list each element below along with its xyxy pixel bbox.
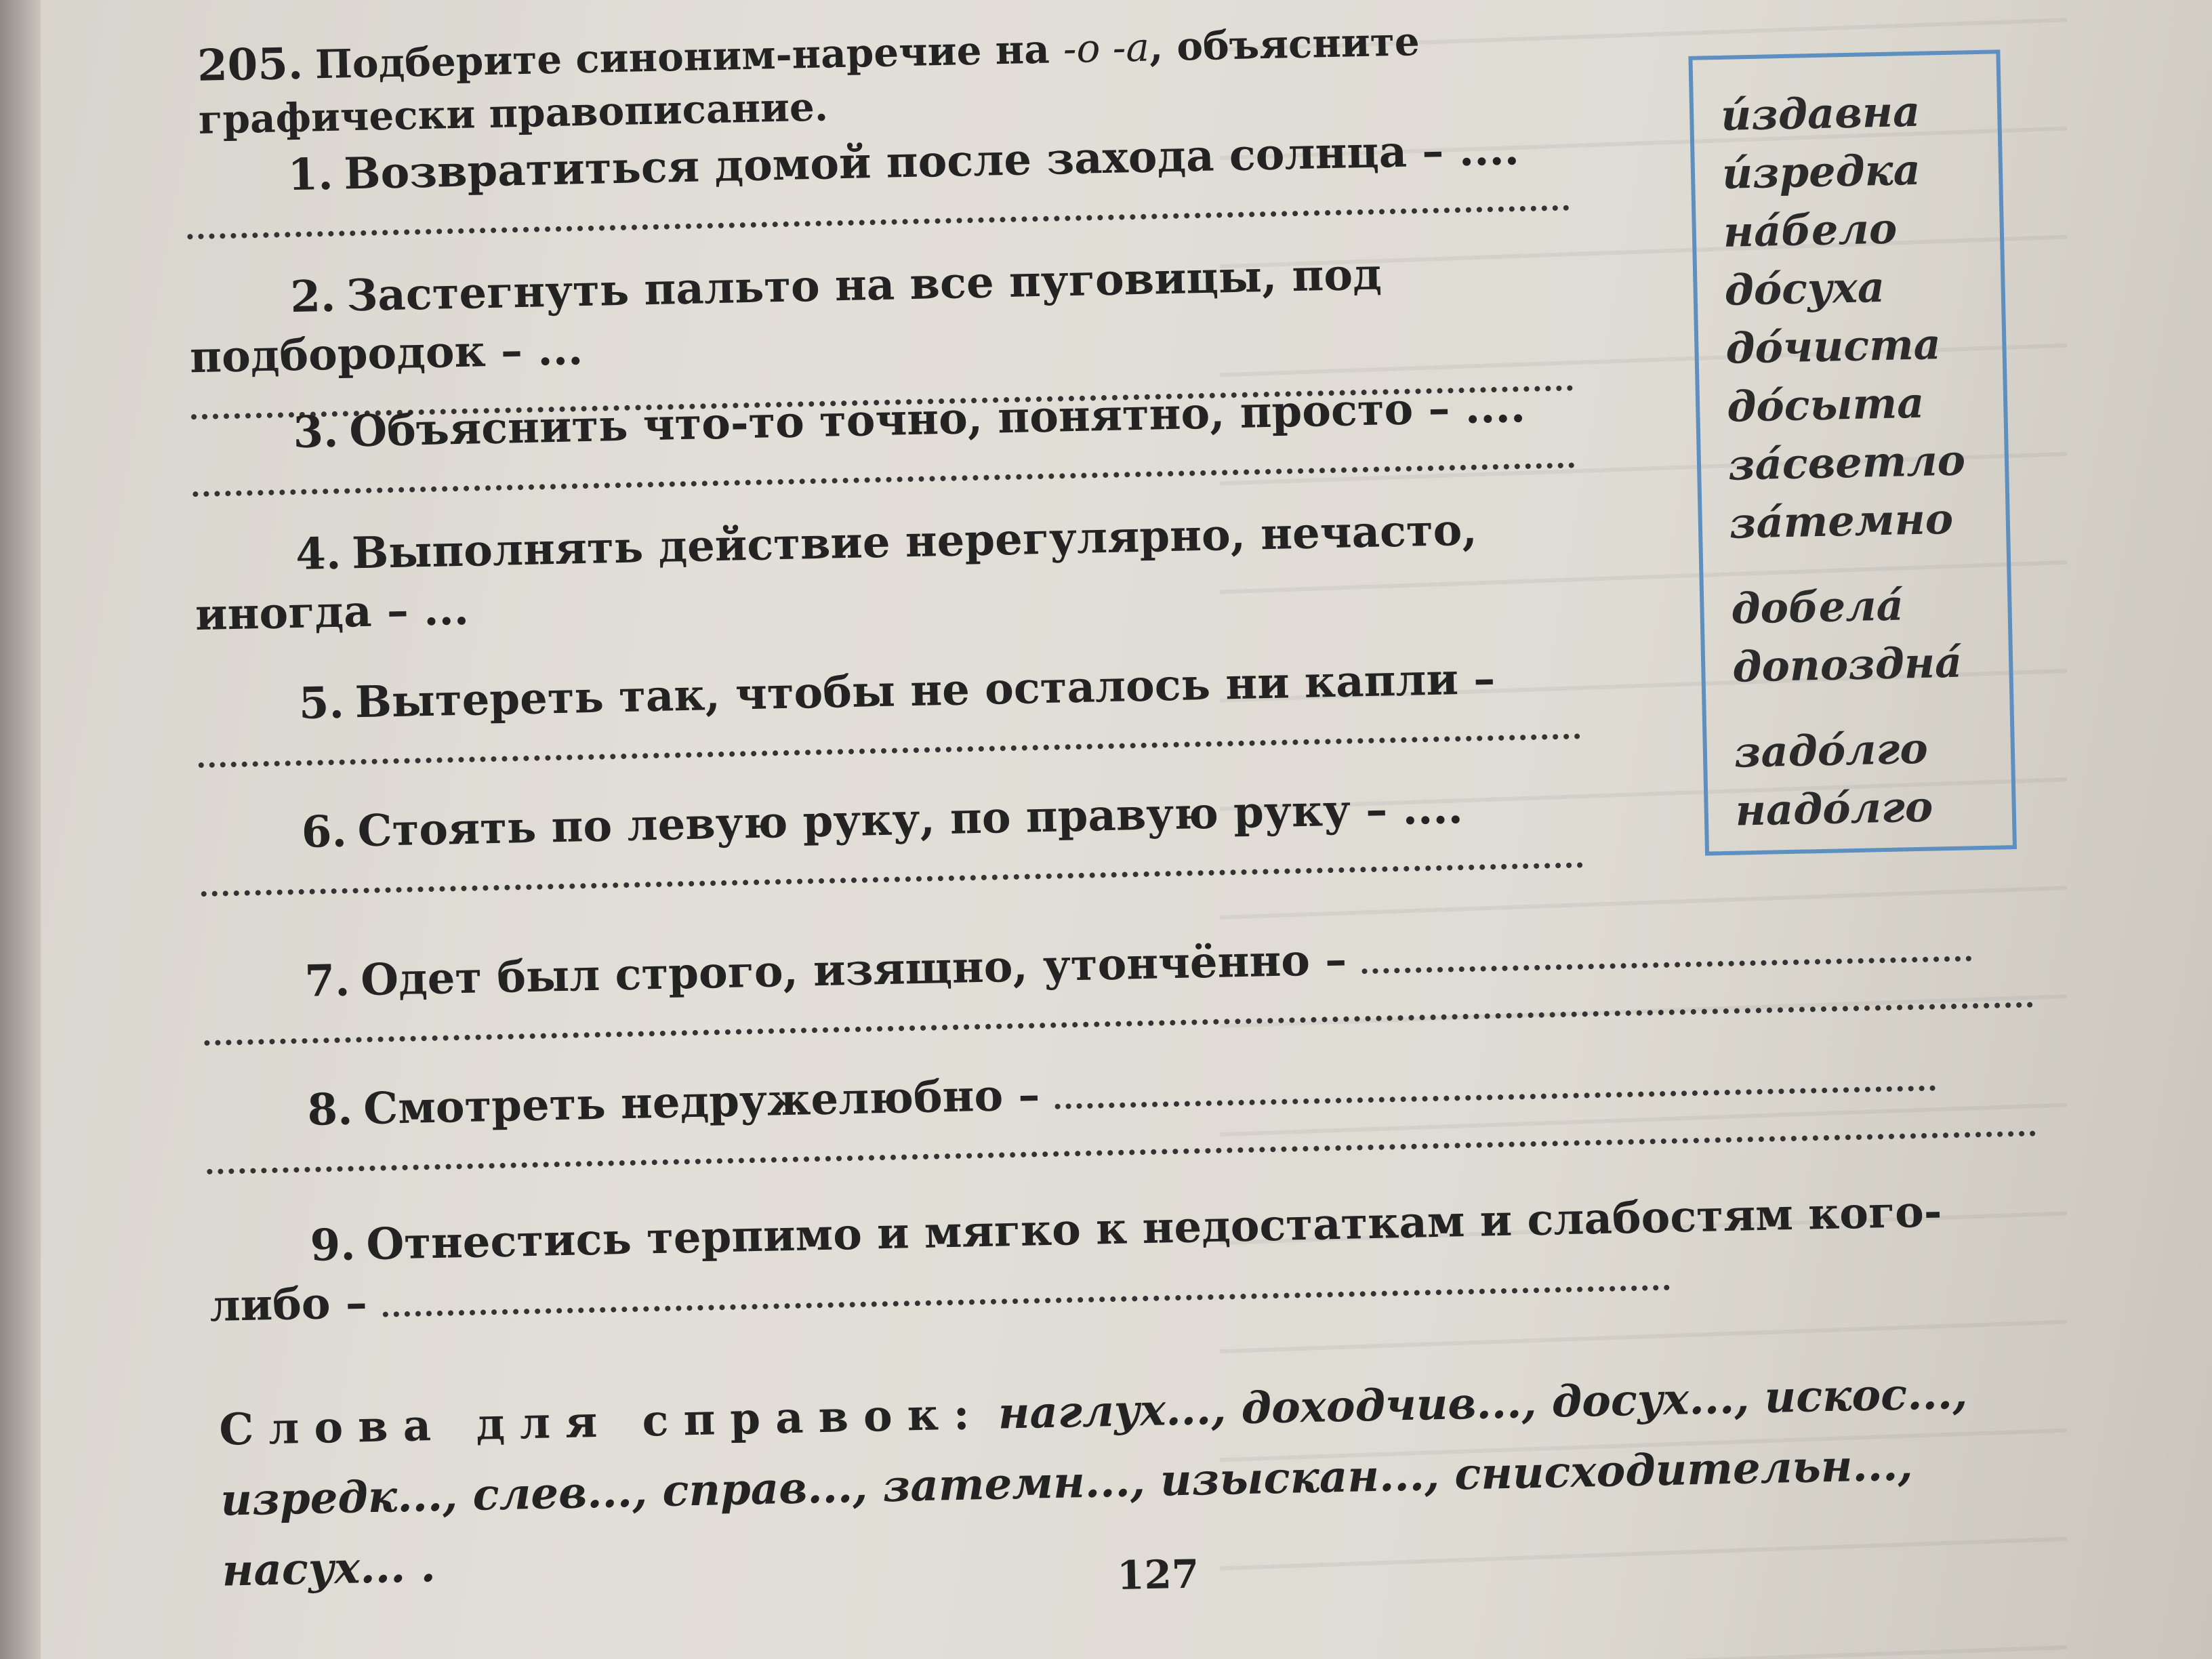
reference-label: Слова для справок: [218, 1389, 985, 1456]
exercise-item-9 [208, 1181, 2040, 1336]
answer-line[interactable] [1362, 949, 1972, 974]
item-text: Одет был строго, изящно, утончённо – [360, 934, 1347, 1006]
item-text: Застегнуть пальто на все пуговицы, под подбородок – ... [189, 249, 1382, 384]
page-content [163, 0, 2066, 1612]
answer-line[interactable] [199, 726, 1581, 768]
exercise-item-4 [193, 499, 1578, 644]
item-number: 1. [287, 148, 334, 201]
item-number: 4. [295, 528, 342, 581]
exercise-text-1: Подберите синоним-наречие на [314, 26, 1064, 88]
item-text: Выполнять действие нерегулярно, нечасто, иногда – ... [194, 504, 1478, 641]
book-binding [0, 0, 41, 1659]
item-number: 6. [301, 806, 348, 858]
box-word: на́бело [1723, 203, 1898, 257]
exercise-item-6 [199, 777, 1583, 897]
box-word: и́зредка [1721, 144, 1921, 199]
box-word: и́здавна [1720, 86, 1921, 140]
exercise-item-8 [205, 1045, 2036, 1174]
item-number: 3. [292, 406, 340, 459]
item-text: Отнестись терпимо и мягко к недостаткам и слабостям кого-либо – [209, 1186, 1943, 1332]
answer-line[interactable] [1055, 1079, 1936, 1109]
box-word: до́чиста [1725, 319, 1942, 373]
box-word: допоздна́ [1732, 637, 1963, 692]
item-number: 9. [309, 1219, 356, 1271]
box-word: за́темно [1729, 493, 1954, 548]
item-text: Стоять по левую руку, по правую руку – .... [356, 783, 1464, 857]
page-number: 127 [1116, 1551, 1200, 1599]
item-number: 5. [298, 677, 345, 730]
box-word: добела́ [1730, 580, 1904, 634]
answer-reference-box [1688, 49, 2017, 855]
item-number: 8. [306, 1084, 354, 1136]
box-word: задо́лго [1734, 723, 1929, 777]
exercise-number: 205. [197, 38, 304, 91]
item-text: Вытереть так, чтобы не осталось ни капли – [354, 653, 1496, 729]
item-text: Смотреть недружелюбно – [363, 1069, 1041, 1135]
answer-line[interactable] [187, 199, 1570, 240]
box-word: надо́лго [1734, 781, 1933, 836]
box-word: за́светло [1727, 435, 1966, 490]
answer-line[interactable] [201, 855, 1584, 897]
box-word: до́суха [1723, 262, 1885, 315]
answer-line[interactable] [192, 456, 1575, 497]
exercise-suffix: -о -а [1063, 24, 1150, 73]
item-text: Объяснить что-то точно, понятно, просто – .... [348, 382, 1526, 457]
item-number: 2. [289, 270, 336, 323]
answer-line[interactable] [382, 1278, 1670, 1317]
box-word: до́сыта [1726, 377, 1925, 432]
item-text: Возвратиться домой после захода солнца – .... [343, 124, 1520, 200]
exercise-item-7 [203, 917, 2034, 1046]
item-number: 7. [304, 955, 351, 1007]
exercise-item-5 [197, 648, 1580, 768]
reference-list: наглух..., доходчив..., досух..., искос..., изредк..., слев..., справ..., затемн..., изыскан..., снисходительн..., насух... . [220, 1368, 1968, 1597]
exercise-text-2: , объясните графически правописание. [198, 18, 1420, 143]
